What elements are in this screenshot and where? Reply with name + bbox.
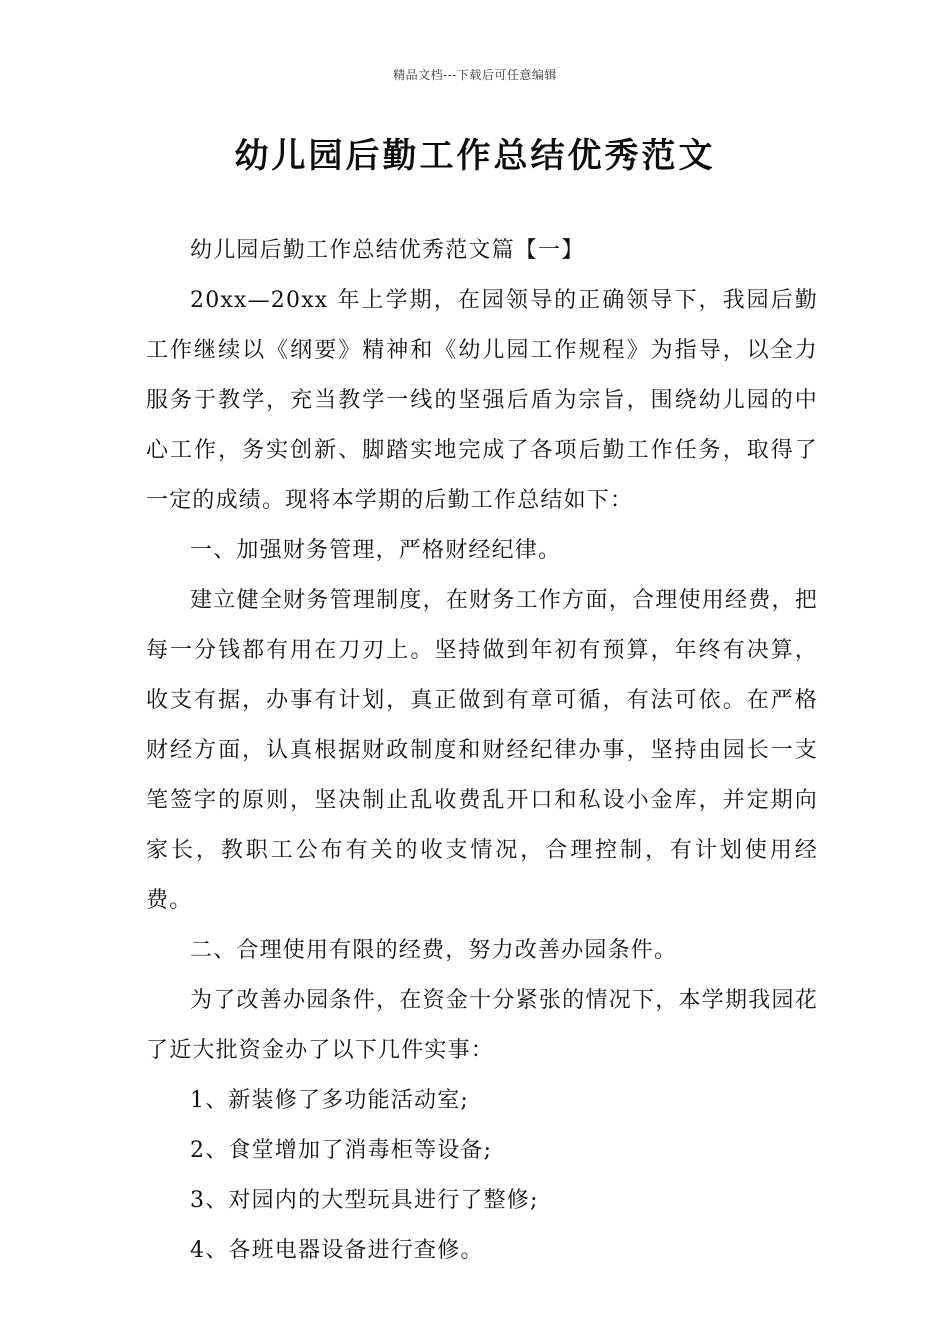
section-heading-finance: 一、加强财务管理，严格财经纪律。 (190, 538, 562, 563)
header-note: 精品文档---下载后可任意编辑 (393, 68, 557, 82)
paragraph-intro: 20xx—20xx 年上学期，在园领导的正确领导下，我园后勤工作继续以《纲要》精神和《幼儿园工作规程》为指导，以全力服务于教学，充当教学一线的坚强后盾为宗旨，围绕幼儿园的中心工作，务实创新、脚踏实地完成了各项后勤工作任务，取得了一定的成绩。现将本学期的后勤工作总结如下： (146, 288, 818, 513)
paragraph-funds: 为了改善办园条件，在资金十分紧张的情况下，本学期我园花了近大批资金办了以下几件实事： (146, 988, 818, 1063)
list-item-3: 3、对园内的大型玩具进行了整修; (190, 1188, 539, 1213)
list-item-1: 1、新装修了多功能活动室; (190, 1088, 470, 1113)
section-heading-1: 幼儿园后勤工作总结优秀范文篇【一】 (190, 238, 585, 263)
document-body (146, 226, 818, 1276)
list-item-2: 2、食堂增加了消毒柜等设备; (190, 1138, 493, 1163)
paragraph-finance: 建立健全财务管理制度，在财务工作方面，合理使用经费，把每一分钱都有用在刀刃上。坚持做到年初有预算，年终有决算，收支有据，办事有计划，真正做到有章可循，有法可依。在严格财经方面，认真根据财政制度和财经纪律办事，坚持由园长一支笔签字的原则，坚决制止乱收费乱开口和私设小金库，并定期向家长，教职工公布有关的收支情况，合理控制，有计划使用经费。 (146, 588, 818, 913)
section-heading-funds: 二、合理使用有限的经费，努力改善办园条件。 (190, 938, 678, 963)
document-title: 幼儿园后勤工作总结优秀范文 (234, 136, 716, 176)
list-item-4: 4、各班电器设备进行查修。 (190, 1238, 484, 1263)
